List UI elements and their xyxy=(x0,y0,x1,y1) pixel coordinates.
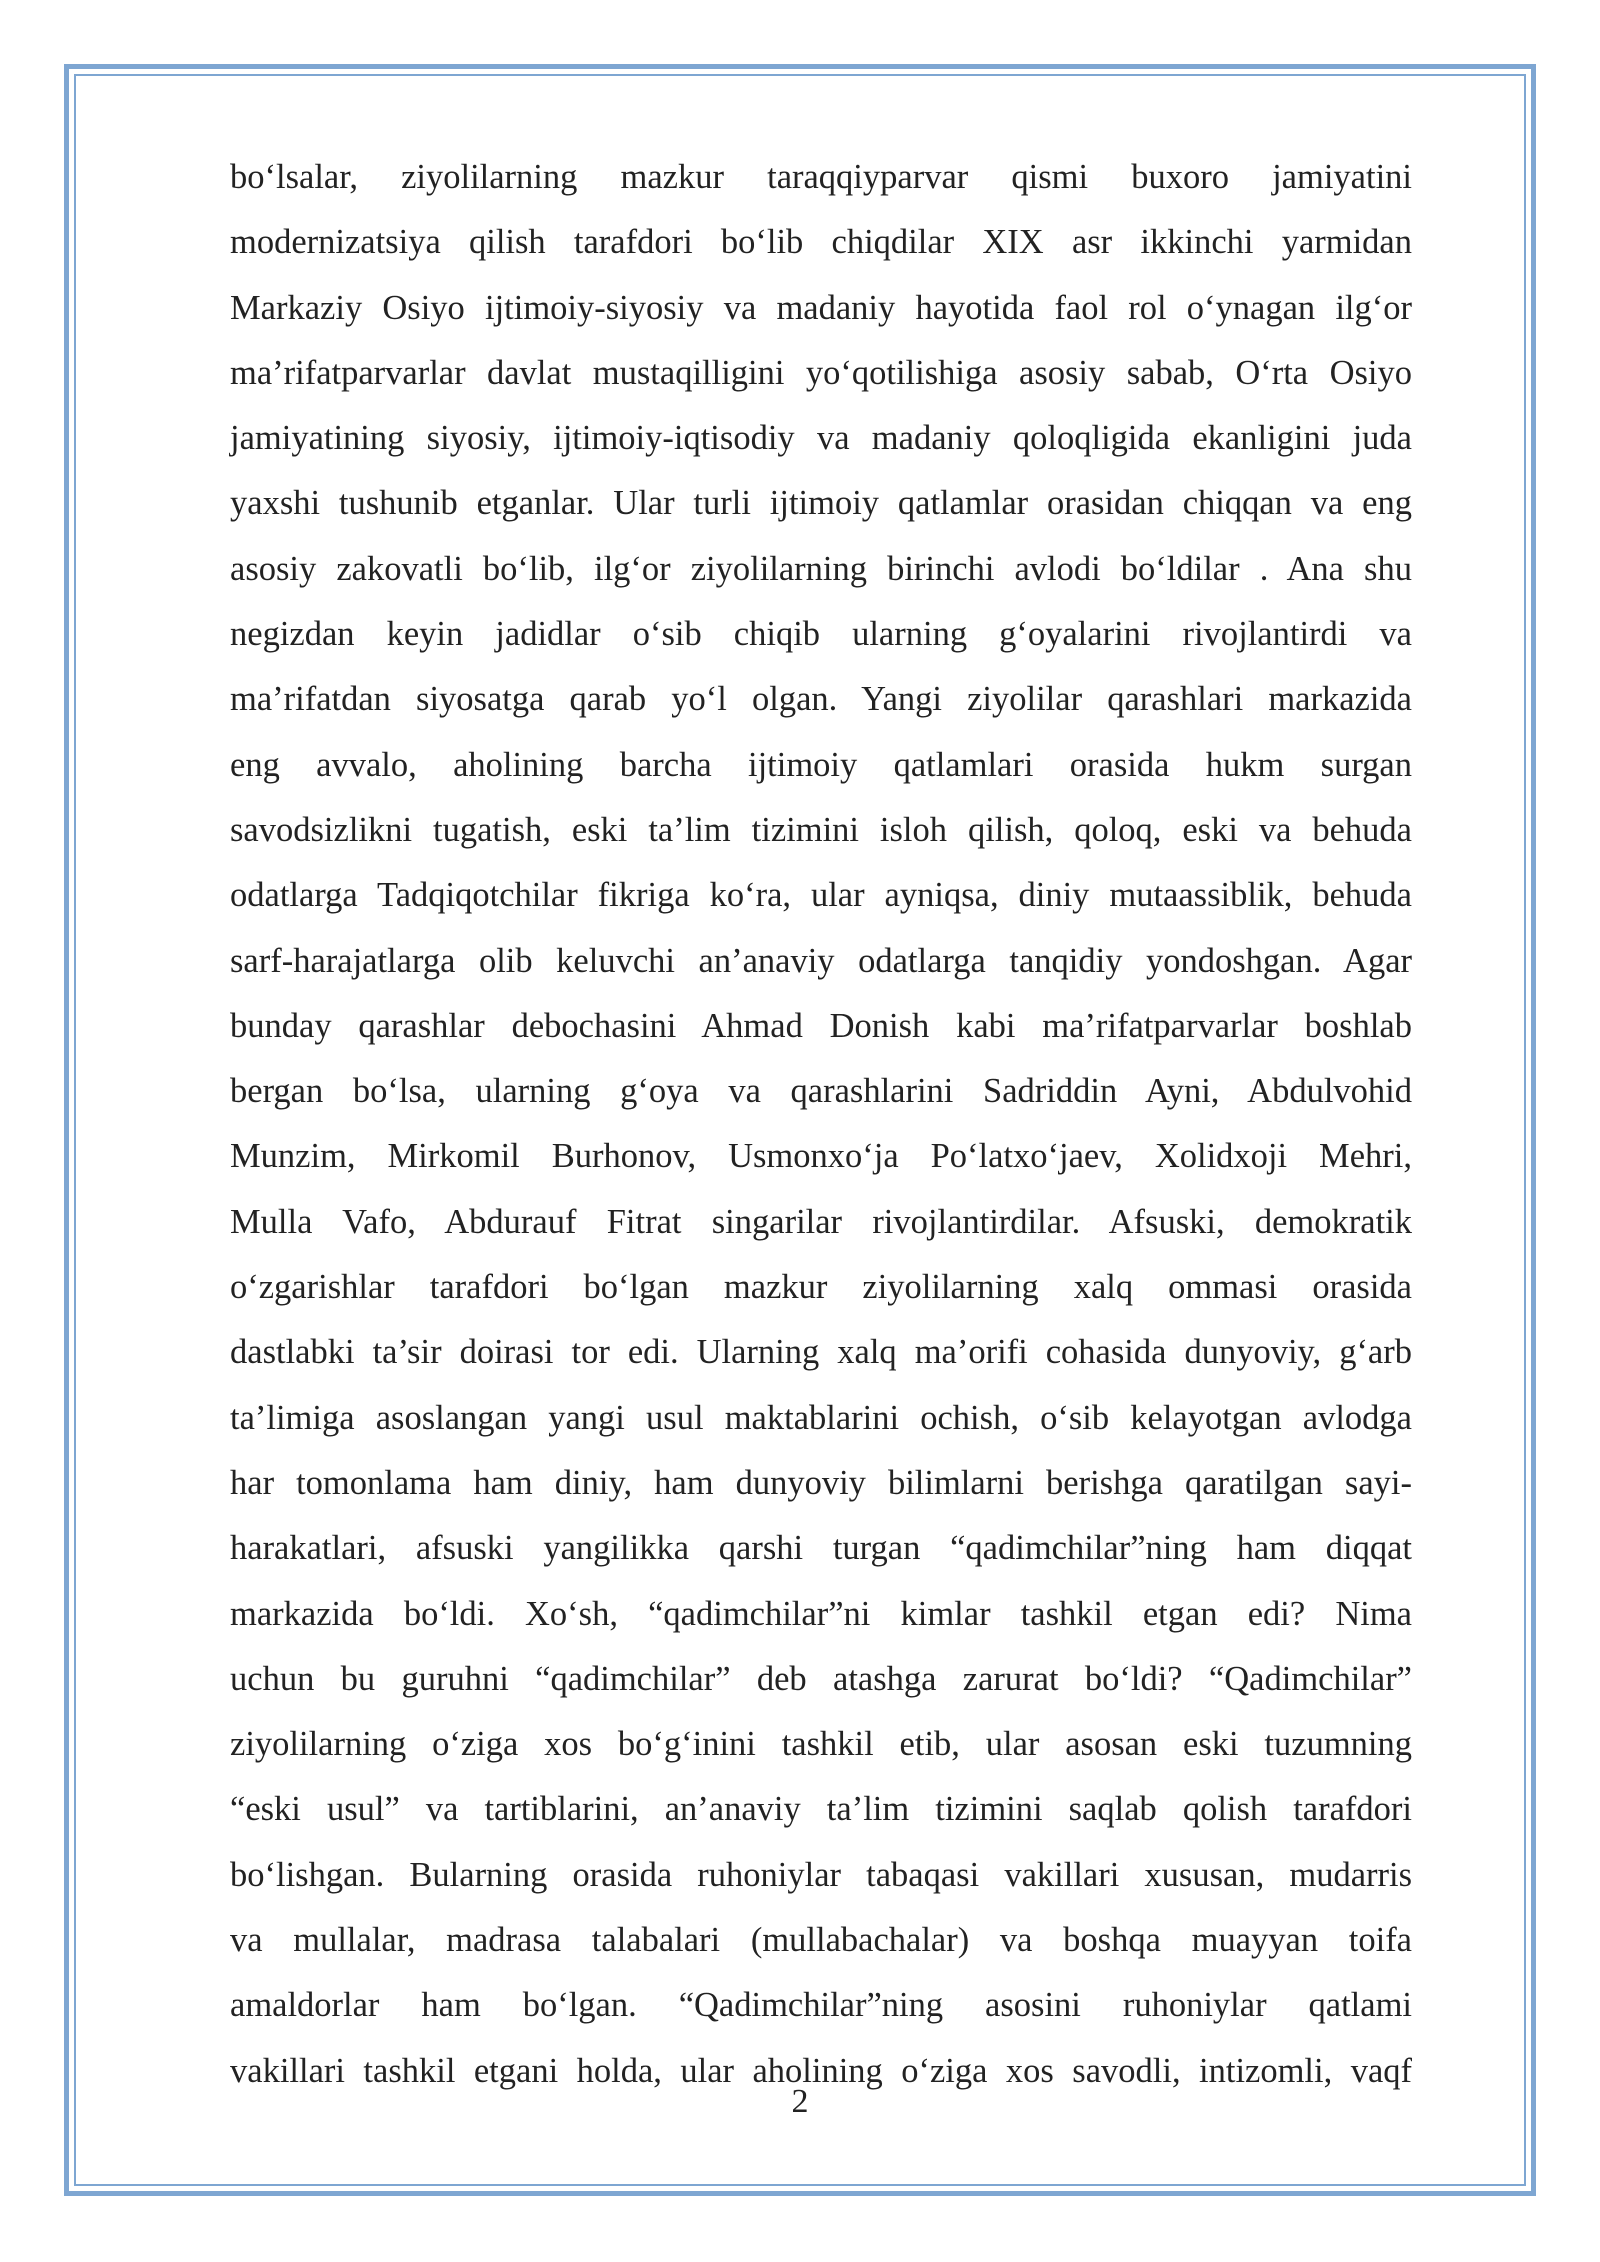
text-line: negizdan keyin jadidlar o‘sib chiqib ularning g‘oyalarini rivojlantirdi va xyxy=(230,615,1412,654)
text-line: modernizatsiya qilish tarafdori bo‘lib chiqdilar XIX asr ikkinchi yarmidan xyxy=(230,223,1412,262)
text-line: bergan bo‘lsa, ularning g‘oya va qarashlarini Sadriddin Ayni, Abdulvohid xyxy=(230,1072,1412,1111)
text-line: markazida bo‘ldi. Xo‘sh, “qadimchilar”ni kimlar tashkil etgan edi? Nima xyxy=(230,1594,1412,1633)
text-line: ma’rifatparvarlar davlat mustaqilligini yo‘qotilishiga asosiy sabab, O‘rta Osiyo xyxy=(230,353,1412,392)
text-line: sarf-harajatlarga olib keluvchi an’anaviy odatlarga tanqidiy yondoshgan. Agar xyxy=(230,941,1412,980)
text-line: harakatlari, afsuski yangilikka qarshi turgan “qadimchilar”ning ham diqqat xyxy=(230,1529,1412,1568)
text-line: amaldorlar ham bo‘lgan. “Qadimchilar”ning asosini ruhoniylar qatlami xyxy=(230,1986,1412,2025)
text-line: o‘zgarishlar tarafdori bo‘lgan mazkur ziyolilarning xalq ommasi orasida xyxy=(230,1268,1412,1307)
text-line: va mullalar, madrasa talabalari (mullabachalar) va boshqa muayyan toifa xyxy=(230,1921,1412,1960)
text-line: dastlabki ta’sir doirasi tor edi. Ularning xalq ma’orifi cohasida dunyoviy, g‘arb xyxy=(230,1333,1412,1372)
text-line: “eski usul” va tartiblarini, an’anaviy ta’lim tizimini saqlab qolish tarafdori xyxy=(230,1790,1412,1829)
text-line: yaxshi tushunib etganlar. Ular turli ijtimoiy qatlamlar orasidan chiqqan va eng xyxy=(230,484,1412,523)
text-line: ma’rifatdan siyosatga qarab yo‘l olgan. Yangi ziyolilar qarashlari markazida xyxy=(230,680,1412,719)
text-line: Markaziy Osiyo ijtimoiy-siyosiy va madaniy hayotida faol rol o‘ynagan ilg‘or xyxy=(230,288,1412,327)
text-line: har tomonlama ham diniy, ham dunyoviy bilimlarni berishga qaratilgan sayi- xyxy=(230,1463,1412,1502)
text-line: odatlarga Tadqiqotchilar fikriga ko‘ra, ular ayniqsa, diniy mutaassiblik, behuda xyxy=(230,876,1412,915)
text-line: ziyolilarning o‘ziga xos bo‘g‘inini tashkil etib, ular asosan eski tuzumning xyxy=(230,1725,1412,1764)
text-line: bo‘lishgan. Bularning orasida ruhoniylar tabaqasi vakillari xususan, mudarris xyxy=(230,1855,1412,1894)
text-line: uchun bu guruhni “qadimchilar” deb atashga zarurat bo‘ldi? “Qadimchilar” xyxy=(230,1659,1412,1698)
document-body xyxy=(230,145,1412,2104)
page-number: 2 xyxy=(791,2083,809,2120)
text-line: savodsizlikni tugatish, eski ta’lim tizimini isloh qilish, qoloq, eski va behuda xyxy=(230,810,1412,849)
text-line: asosiy zakovatli bo‘lib, ilg‘or ziyolilarning birinchi avlodi bo‘ldilar . Ana shu xyxy=(230,549,1412,588)
text-line: vakillari tashkil etgani holda, ular aholining o‘ziga xos savodli, intizomli, vaqf xyxy=(230,2051,1412,2090)
text-line: ta’limiga asoslangan yangi usul maktablarini ochish, o‘sib kelayotgan avlodga xyxy=(230,1398,1412,1437)
text-line: eng avvalo, aholining barcha ijtimoiy qatlamlari orasida hukm surgan xyxy=(230,745,1412,784)
text-line: Mulla Vafo, Abdurauf Fitrat singarilar rivojlantirdilar. Afsuski, demokratik xyxy=(230,1202,1412,1241)
text-line: Munzim, Mirkomil Burhonov, Usmonxo‘ja Po‘latxo‘jaev, Xolidxoji Mehri, xyxy=(230,1137,1412,1176)
text-line: jamiyatining siyosiy, ijtimoiy-iqtisodiy va madaniy qoloqligida ekanligini juda xyxy=(230,419,1412,458)
text-line: bo‘lsalar, ziyolilarning mazkur taraqqiyparvar qismi buxoro jamiyatini xyxy=(230,158,1412,196)
text-line: bunday qarashlar debochasini Ahmad Donish kabi ma’rifatparvarlar boshlab xyxy=(230,1006,1412,1045)
